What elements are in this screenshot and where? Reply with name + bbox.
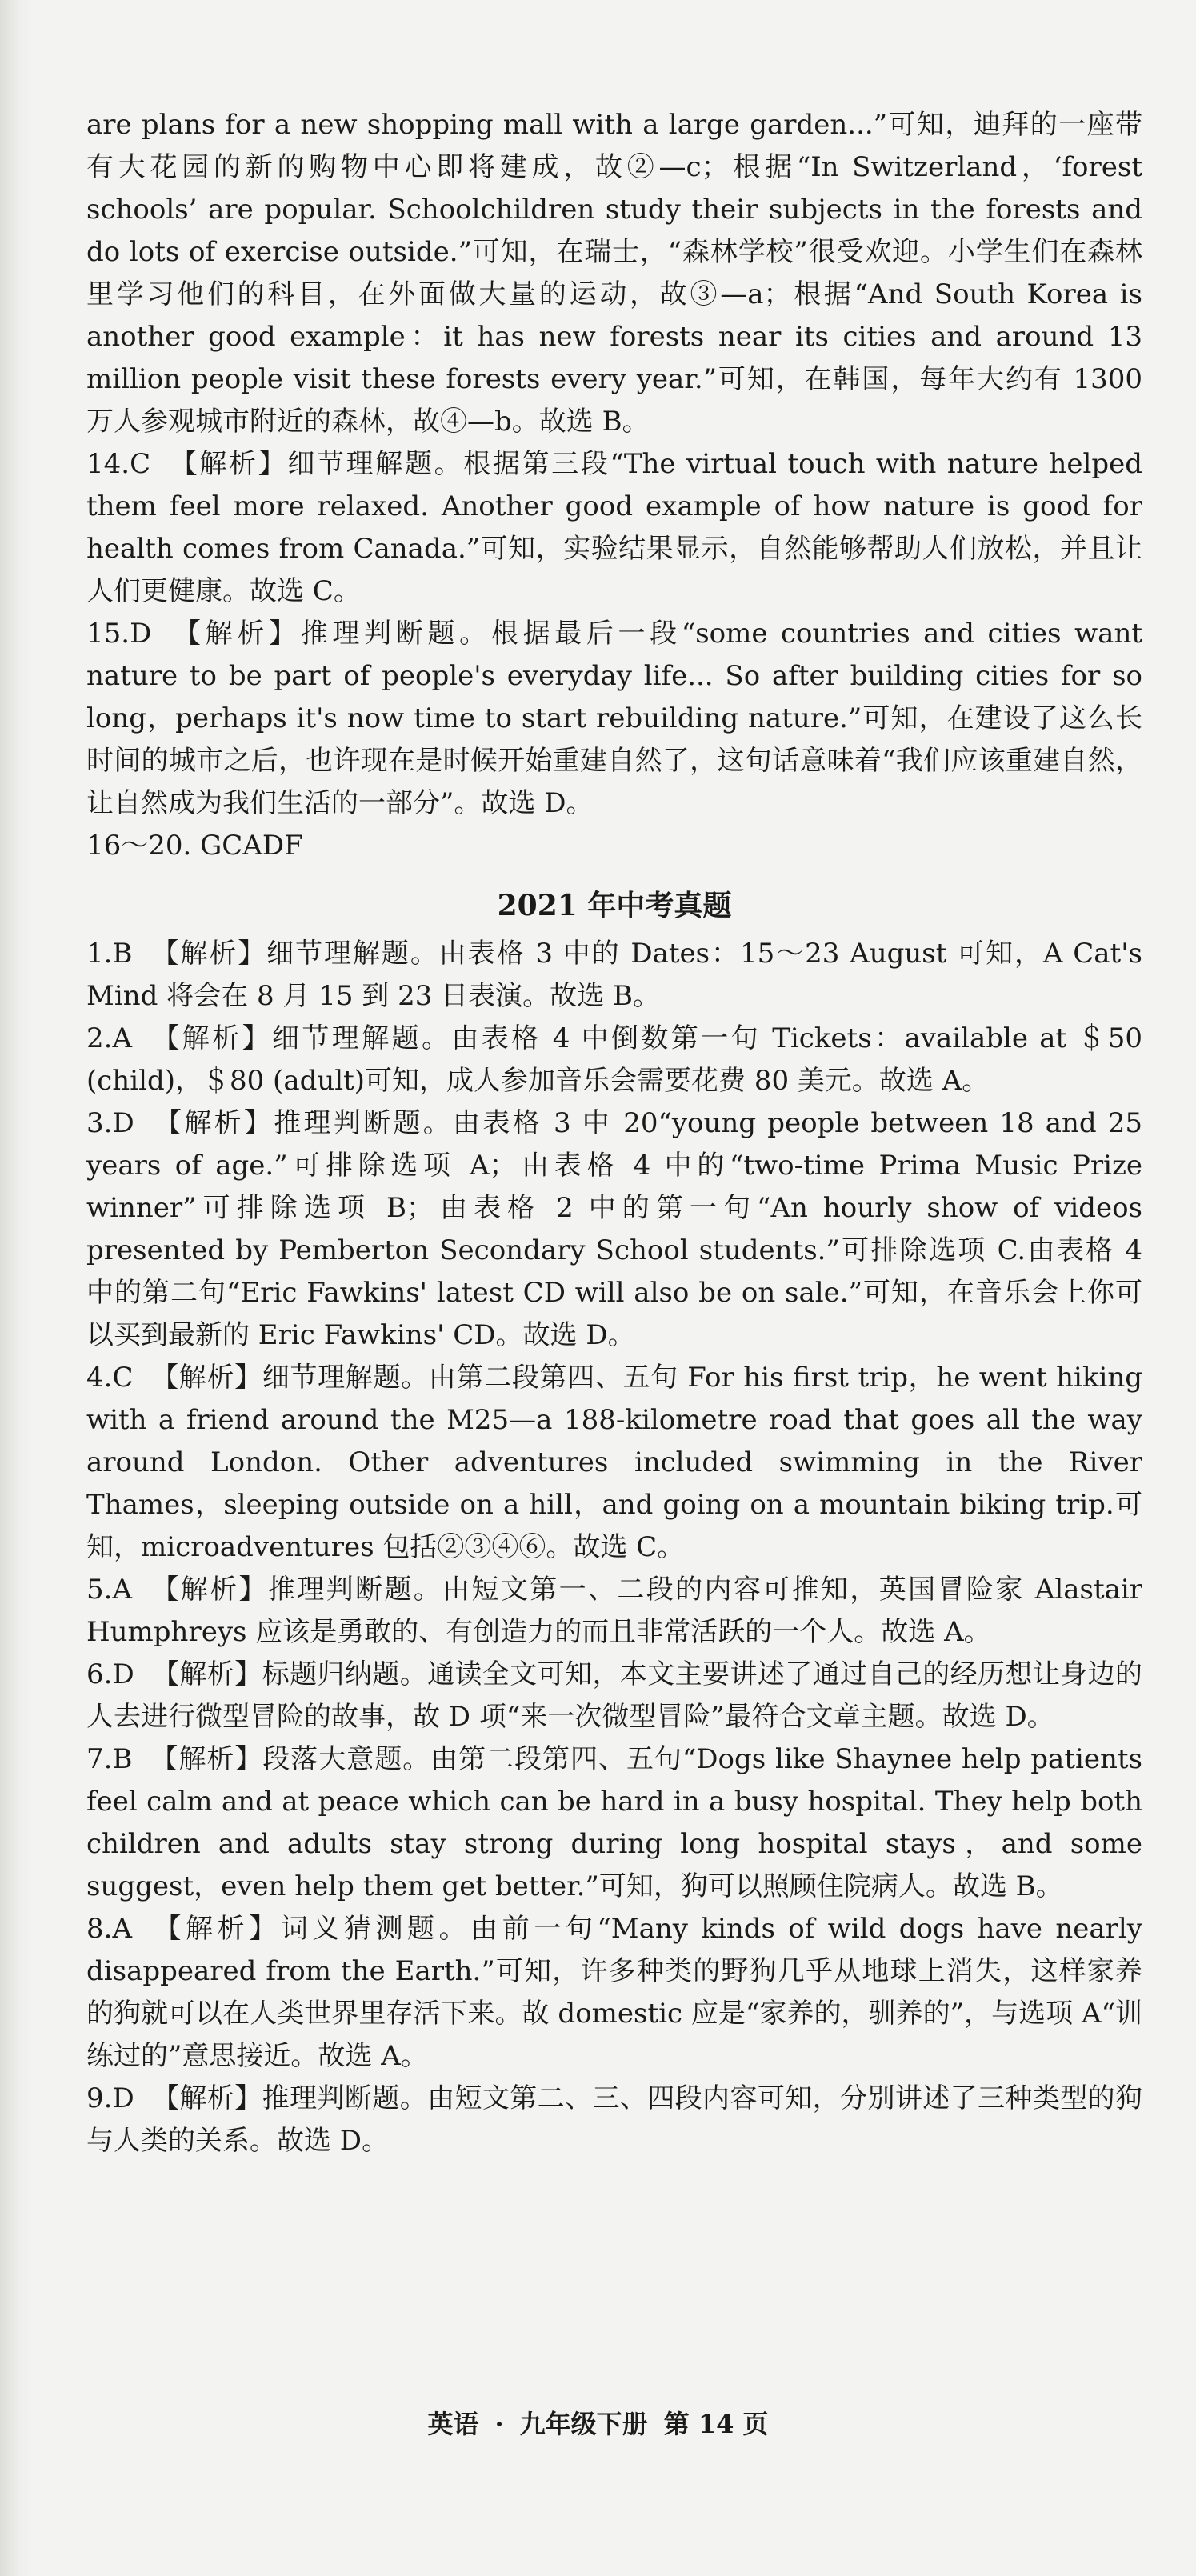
page-footer xyxy=(0,2404,1196,2441)
answers-group-a xyxy=(86,443,1142,867)
answers-group-b xyxy=(86,933,1142,2162)
answer-item-15: 15.D 【解析】推理判断题。根据最后一段“some countries and cities want nature to be part of people's everyday life... So after building cities for so long，perhaps it's now time to start rebuilding nature.”可知，在建设了这么长时间的城市之后，也许现在是时候开始重建自然了，这句话意味着“我们应该重建自然，让自然成为我们生活的一部分”。故选 D。 xyxy=(86,618,1143,819)
section-title: 2021 年中考真题 xyxy=(497,889,732,922)
answer-item-4: 4.C 【解析】细节理解题。由第二段第四、五句 For his first trip，he went hiking with a friend around the M25—a 188-kilometre road that goes all the way around London. Other adventures included swimming in the River Thames，sleeping outside on a hill，and going on a mountain biking trip.可知，microadventures 包括②③④⑥。故选 C。 xyxy=(86,1362,1143,1563)
footer-grade: 九年级下册 xyxy=(519,2409,648,2439)
answer-content xyxy=(86,104,1142,2162)
answers-16-20: 16～20. GCADF xyxy=(86,830,303,862)
answer-item-8: 8.A 【解析】词义猜测题。由前一句“Many kinds of wild dogs have nearly disappeared from the Earth.”可知，许多种类的野狗几乎从地球上消失，这样家养的狗就可以在人类世界里存活下来。故 domestic 应是“家养的，驯养的”，与选项 A“训练过的”意思接近。故选 A。 xyxy=(86,1913,1143,2072)
book-spine-shadow xyxy=(0,0,32,2576)
footer-subject: 英语 xyxy=(427,2409,479,2439)
answer-item-7: 7.B 【解析】段落大意题。由第二段第四、五句“Dogs like Shaynee help patients feel calm and at peace which can be hard in a busy hospital. They help both children and adults stay strong during long hospital stays，and some suggest，even help them get better.”可知，狗可以照顾住院病人。故选 B。 xyxy=(86,1743,1142,1902)
answer-item-9: 9.D 【解析】推理判断题。由短文第二、三、四段内容可知，分别讲述了三种类型的狗与人类的关系。故选 D。 xyxy=(86,2082,1143,2157)
footer-dot: · xyxy=(494,2409,504,2439)
answer-item-1: 1.B 【解析】细节理解题。由表格 3 中的 Dates：15～23 August 可知，A Cat's Mind 将会在 8 月 15 到 23 日表演。故选 B。 xyxy=(86,938,1142,1012)
answer-item-14: 14.C 【解析】细节理解题。根据第三段“The virtual touch with nature helped them feel more relaxed. Another good example of how nature is good for health comes from Canada.”可知，实验结果显示，自然能够帮助人们放松，并且让人们更健康。故选 C。 xyxy=(86,448,1143,607)
answer-item-5: 5.A 【解析】推理判断题。由短文第一、二段的内容可推知，英国冒险家 Alastair Humphreys 应该是勇敢的、有创造力的而且非常活跃的一个人。故选 A。 xyxy=(86,1574,1142,1648)
answer-item-3: 3.D 【解析】推理判断题。由表格 3 中 20“young people between 18 and 25 years of age.”可排除选项 A；由表格 4 中的“two-time Prima Music Prize winner”可排除选项 B；由表格 2 中的第一句“An hourly show of videos presented by Pemberton Secondary School students.”可排除选项 C.由表格 4 中的第二句“Eric Fawkins' latest CD will also be on sale.”可知，在音乐会上你可以买到最新的 Eric Fawkins' CD。故选 D。 xyxy=(86,1107,1143,1351)
footer-page-number: 第 14 页 xyxy=(663,2409,769,2439)
intro-paragraph: are plans for a new shopping mall with a large garden...”可知，迪拜的一座带有大花园的新的购物中心即将建成，故②—c；根据“In Switzerland，‘forest schools’ are popular. Schoolchildren study their subjects in the forests and do lots of exercise outside.”可知，在瑞士，“森林学校”很受欢迎。小学生们在森林里学习他们的科目，在外面做大量的运动，故③—a；根据“And South Korea is another good example：it has new forests near its cities and around 13 million people visit these forests every year.”可知，在韩国，每年大约有 1300 万人参观城市附近的森林，故④—b。故选 B。 xyxy=(86,109,1143,438)
answer-item-6: 6.D 【解析】标题归纳题。通读全文可知，本文主要讲述了通过自己的经历想让身边的人去进行微型冒险的故事，故 D 项“来一次微型冒险”最符合文章主题。故选 D。 xyxy=(86,1658,1143,1733)
answer-item-2: 2.A 【解析】细节理解题。由表格 4 中倒数第一句 Tickets：available at ＄50 (child)，＄80 (adult)可知，成人参加音乐会需要花费 80 美元。故选 A。 xyxy=(86,1022,1142,1097)
